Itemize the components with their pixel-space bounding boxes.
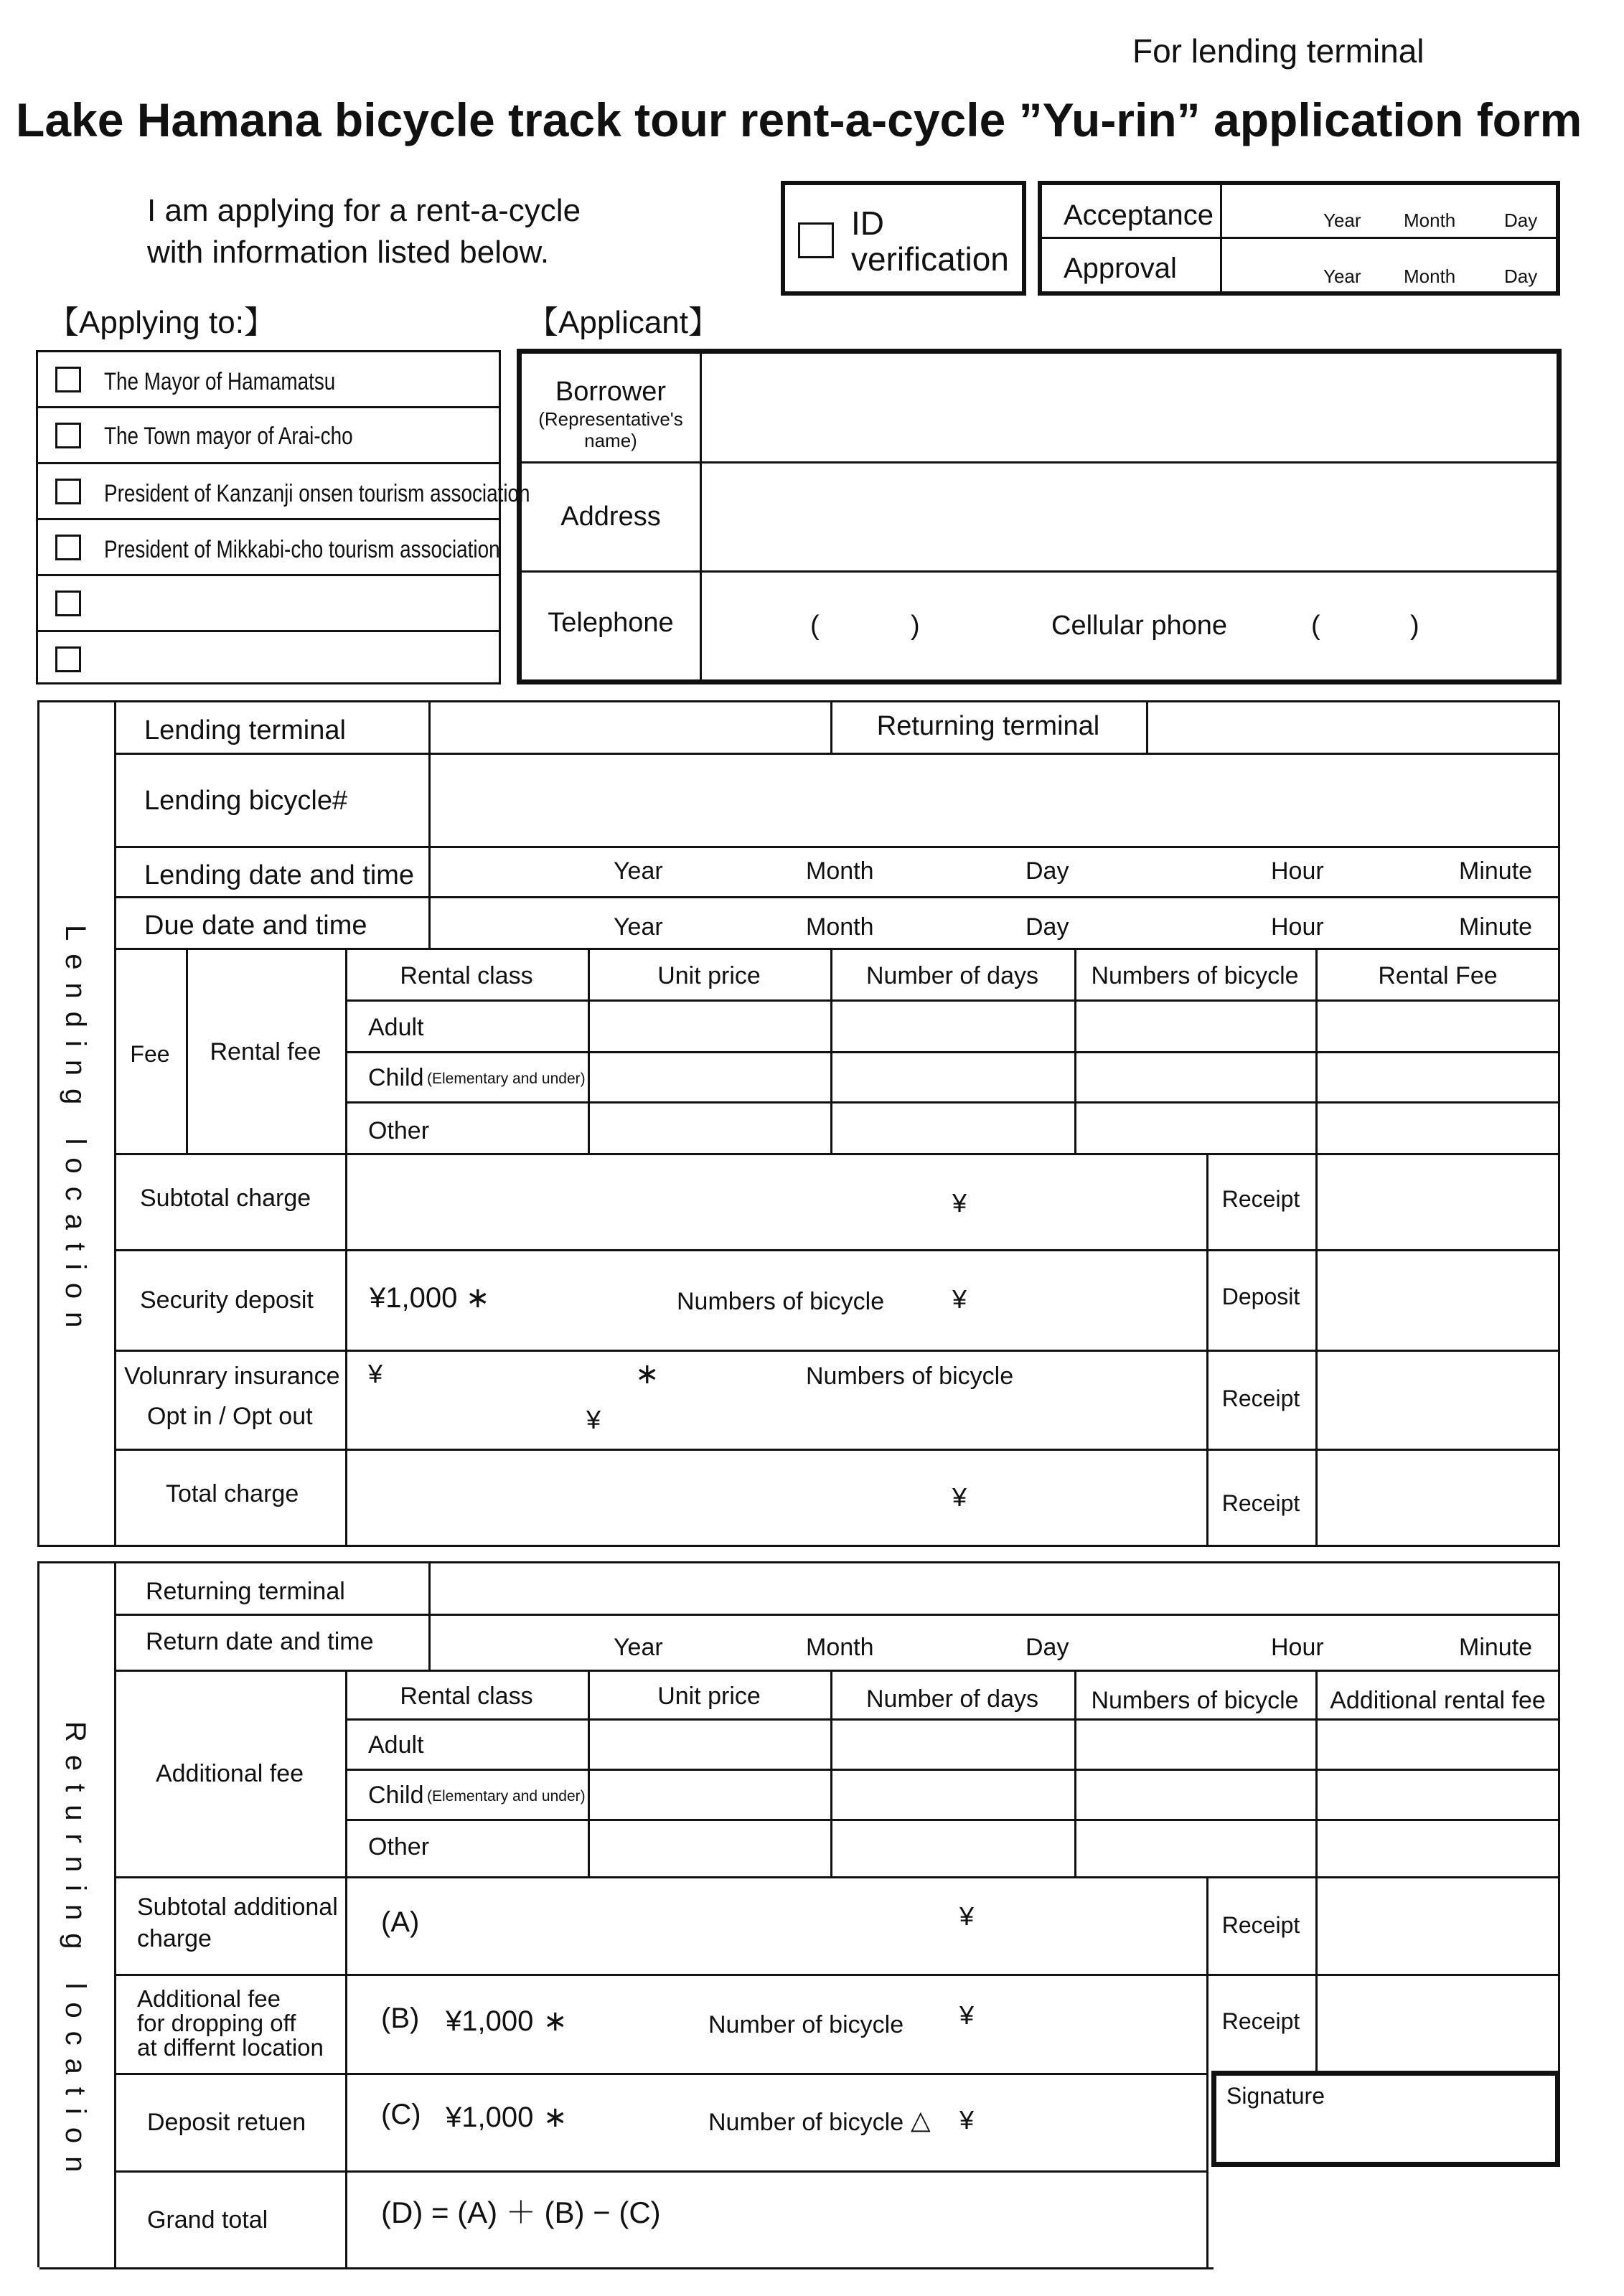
subtotal-additional-receipt-label: Receipt	[1221, 1912, 1300, 1938]
grand-total-field[interactable]	[872, 2175, 1202, 2264]
tel-paren-open: (	[810, 611, 820, 641]
acceptance-day: Day	[1504, 210, 1538, 231]
insurance-asterisk: ∗	[635, 1358, 660, 1390]
option-mayor-hamamatsu: The Mayor of Hamamatsu	[104, 368, 336, 395]
ret-col-numbers-of-bicycle: Numbers of bicycle	[1091, 1687, 1299, 1714]
signature-label: Signature	[1226, 2083, 1325, 2109]
return-date-label: Return date and time	[146, 1628, 374, 1655]
approval-label: Approval	[1064, 253, 1177, 284]
dropoff-amount: ¥1,000	[446, 2005, 534, 2037]
intro-line-2: with information listed below.	[147, 235, 550, 270]
dropoff-label-2: for dropping off	[137, 2010, 296, 2036]
lending-date-label: Lending date and time	[144, 860, 415, 890]
ret-col-rental-class: Rental class	[400, 1683, 533, 1710]
subtotal-receipt-label: Receipt	[1221, 1186, 1300, 1212]
form-title: Lake Hamana bicycle track tour rent-a-cycle ”Yu-rin” application form	[16, 93, 1582, 146]
col-number-of-days: Number of days	[866, 962, 1038, 989]
return-year: Year	[614, 1634, 663, 1661]
deposit-return-number-of-bicycle: Number of bicycle	[708, 2109, 904, 2136]
fee-label: Fee	[130, 1041, 170, 1067]
checkbox-mikkabi[interactable]	[55, 535, 81, 560]
dropoff-label-1: Additional fee	[137, 1985, 281, 2012]
borrower-field[interactable]	[704, 357, 1551, 457]
id-label-line1: ID	[851, 204, 884, 242]
returning-terminal-label: Returning terminal	[876, 711, 1100, 741]
subtotal-receipt-field[interactable]	[1320, 1157, 1557, 1245]
ret-col-additional-rental-fee: Additional rental fee	[1330, 1687, 1546, 1714]
total-yen: ¥	[952, 1482, 967, 1512]
due-hour: Hour	[1271, 913, 1324, 941]
deposit-label: Deposit	[1221, 1284, 1300, 1309]
ret-row-child-note: (Elementary and under)	[427, 1788, 586, 1805]
lending-day: Day	[1025, 857, 1069, 885]
borrower-sub-2: name)	[584, 430, 637, 451]
col-rental-class: Rental class	[400, 962, 533, 989]
borrower-label: Borrower	[555, 377, 667, 407]
dropoff-label-3: at differnt location	[137, 2034, 324, 2061]
return-hour: Hour	[1271, 1634, 1324, 1661]
cellular-label: Cellular phone	[1051, 611, 1228, 641]
office-use-box	[1038, 181, 1560, 296]
total-charge-label: Total charge	[166, 1480, 299, 1507]
lending-minute: Minute	[1459, 857, 1533, 885]
insurance-yen-1: ¥	[368, 1359, 383, 1388]
cell-paren-open: (	[1311, 611, 1320, 641]
return-month: Month	[806, 1634, 874, 1661]
dropoff-asterisk: ∗	[543, 2005, 568, 2037]
col-numbers-of-bicycle: Numbers of bicycle	[1091, 962, 1299, 989]
additional-fee-label: Additional fee	[155, 1760, 304, 1787]
row-other-label: Other	[368, 1117, 430, 1144]
insurance-yen-2: ¥	[586, 1405, 601, 1434]
insurance-label-2: Opt in / Opt out	[147, 1403, 313, 1430]
address-label: Address	[560, 502, 661, 532]
telephone-field[interactable]	[704, 575, 1048, 675]
col-unit-price: Unit price	[657, 962, 761, 989]
acceptance-month: Month	[1404, 210, 1456, 231]
cellular-field[interactable]	[1268, 575, 1548, 675]
due-year: Year	[614, 913, 663, 941]
subtotal-additional-label-1: Subtotal additional	[137, 1893, 338, 1921]
returning-terminal-field[interactable]	[1150, 705, 1557, 750]
telephone-label: Telephone	[548, 608, 674, 638]
insurance-receipt-field[interactable]	[1320, 1354, 1557, 1444]
dropoff-yen: ¥	[959, 2000, 975, 2030]
deposit-return-label: Deposit retuen	[147, 2109, 306, 2136]
cell-paren-close: )	[1410, 611, 1419, 641]
dropoff-receipt-field[interactable]	[1320, 1978, 1557, 2069]
return-minute: Minute	[1459, 1634, 1533, 1661]
dropoff-receipt-label: Receipt	[1221, 2008, 1300, 2034]
lending-terminal-label: Lending terminal	[144, 715, 346, 745]
total-receipt-field[interactable]	[1320, 1453, 1557, 1540]
returning-location-label: Returning location	[60, 1721, 91, 2186]
lending-bicycle-label: Lending bicycle#	[144, 786, 348, 816]
checkbox-kanzanji[interactable]	[55, 479, 81, 504]
due-month: Month	[806, 913, 874, 941]
terminal-tag: For lending terminal	[1132, 32, 1424, 70]
id-verification-box	[781, 181, 1026, 296]
grand-total-label: Grand total	[147, 2206, 268, 2234]
row-child-label: Child	[368, 1064, 424, 1091]
lending-month: Month	[806, 857, 874, 885]
label-b: (B)	[381, 2003, 420, 2034]
insurance-label-1: Volunrary insurance	[124, 1363, 340, 1390]
checkbox-town-mayor-arai[interactable]	[55, 423, 81, 448]
applicant-box	[517, 349, 1562, 684]
subtotal-additional-label-2: charge	[137, 1925, 212, 1952]
option-kanzanji: President of Kanzanji onsen tourism association	[104, 480, 530, 507]
deposit-field[interactable]	[1320, 1253, 1557, 1345]
dropoff-number-of-bicycle: Number of bicycle	[708, 2011, 904, 2038]
approval-day: Day	[1504, 265, 1538, 287]
ret-row-adult-label: Adult	[368, 1731, 424, 1759]
signature-box[interactable]	[1211, 2071, 1560, 2167]
address-field[interactable]	[704, 466, 1551, 566]
deposit-amount: ¥1,000	[370, 1282, 458, 1314]
security-deposit-label: Security deposit	[140, 1286, 314, 1314]
rental-fee-label: Rental fee	[210, 1038, 321, 1065]
checkbox-blank-1[interactable]	[55, 591, 81, 616]
deposit-return-asterisk: ∗	[543, 2102, 568, 2133]
subtotal-charge-label: Subtotal charge	[140, 1185, 311, 1212]
checkbox-mayor-hamamatsu[interactable]	[55, 367, 81, 392]
lending-bicycle-field[interactable]	[433, 757, 1557, 843]
ret-col-unit-price: Unit price	[657, 1683, 761, 1710]
col-rental-fee: Rental Fee	[1378, 962, 1498, 989]
ret-row-other-label: Other	[368, 1833, 430, 1860]
lending-hour: Hour	[1271, 857, 1324, 885]
subtotal-additional-yen: ¥	[959, 1901, 975, 1931]
label-c: (C)	[381, 2099, 421, 2130]
acceptance-year: Year	[1323, 210, 1361, 231]
subtotal-yen: ¥	[952, 1188, 967, 1218]
acceptance-label: Acceptance	[1064, 199, 1214, 231]
lending-section	[37, 700, 1560, 1547]
applicant-heading: 【Applicant】	[527, 305, 721, 340]
due-minute: Minute	[1459, 913, 1533, 941]
grand-total-formula: (D) = (A) ＋ (B) − (C)	[381, 2196, 661, 2229]
applying-to-heading: 【Applying to:】	[47, 305, 276, 340]
lending-terminal-field[interactable]	[433, 705, 827, 750]
deposit-return-amount: ¥1,000	[446, 2102, 534, 2133]
checkbox-blank-2[interactable]	[55, 646, 81, 672]
applying-to-list	[36, 350, 530, 684]
deposit-return-yen: ¥	[959, 2105, 975, 2135]
tel-paren-close: )	[911, 611, 920, 641]
return-day: Day	[1025, 1634, 1069, 1661]
total-receipt-label: Receipt	[1221, 1490, 1300, 1516]
row-child-note: (Elementary and under)	[427, 1071, 586, 1087]
intro-line-1: I am applying for a rent-a-cycle	[147, 193, 581, 228]
deposit-numbers-of-bicycle: Numbers of bicycle	[677, 1288, 885, 1315]
due-day: Day	[1025, 913, 1069, 941]
option-town-mayor-arai: The Town mayor of Arai-cho	[104, 423, 353, 450]
label-a: (A)	[381, 1906, 420, 1938]
borrower-sub-1: (Representative's	[538, 408, 683, 430]
due-date-label: Due date and time	[144, 911, 367, 941]
approval-month: Month	[1404, 265, 1456, 287]
insurance-numbers-of-bicycle: Numbers of bicycle	[806, 1363, 1014, 1390]
id-verification-checkbox[interactable]	[798, 222, 834, 258]
insurance-receipt-label: Receipt	[1221, 1385, 1300, 1411]
lending-location-label: Lending location	[60, 925, 91, 1341]
return-terminal-label: Returning terminal	[146, 1578, 345, 1605]
lending-year: Year	[614, 857, 663, 885]
approval-year: Year	[1323, 265, 1361, 287]
ret-row-child-label: Child	[368, 1782, 424, 1809]
ret-col-number-of-days: Number of days	[866, 1685, 1038, 1713]
return-terminal-field[interactable]	[433, 1566, 1557, 1611]
subtotal-additional-receipt-field[interactable]	[1320, 1881, 1557, 1970]
option-mikkabi: President of Mikkabi-cho tourism association	[104, 536, 500, 563]
id-label-line2: verification	[851, 240, 1009, 278]
row-adult-label: Adult	[368, 1014, 424, 1041]
deposit-yen: ¥	[952, 1284, 967, 1314]
triangle-icon: △	[911, 2105, 931, 2135]
deposit-asterisk: ∗	[466, 1282, 490, 1314]
